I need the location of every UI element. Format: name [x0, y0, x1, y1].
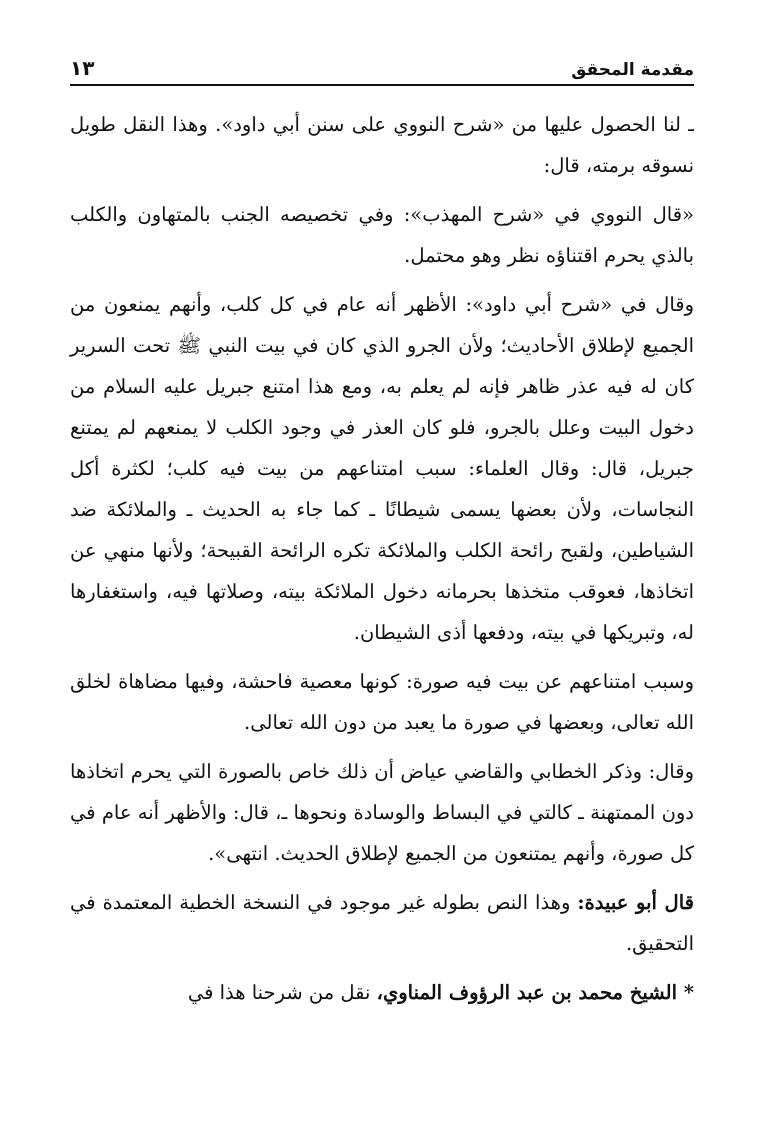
paragraph-text: وقال: وذكر الخطابي والقاضي عياض أن ذلك خاص بالصورة التي يحرم اتخاذها دون الممتهنة ـ كالتي في البساط والوسادة ونحوها ـ، قال: والأظهر أنه عام في كل صورة، وأنهم يمتنعون من الجميع لإطلاق الحديث. انتهى». — [70, 760, 694, 865]
page-body — [70, 104, 694, 1013]
paragraph — [70, 972, 694, 1013]
paragraph-text: وقال في «شرح أبي داود»: الأظهر أنه عام في كل كلب، وأنهم يمنعون من الجميع لإطلاق الأحاديث؛ ولأن الجرو الذي كان في بيت النبي ﷺ تحت السرير كان له فيه عذر ظاهر فإنه لم يعلم به، ومع هذا امتنع جبريل عليه السلام من دخول البيت وعلل بالجرو، فلو كان العذر في وجود الكلب لا يمنعهم لم يمتنع جبريل، قال: وقال العلماء: سبب امتناعهم من بيت فيه كلب؛ لكثرة أكل النجاسات، ولأن بعضها يسمى شيطانًا ـ كما جاء به الحديث ـ والملائكة ضد الشياطين، ولقبح رائحة الكلب والملائكة تكره الرائحة القبيحة؛ ولأنها منهي عن اتخاذها، فعوقب متخذها بحرمانه دخول الملائكة بيته، وصلاتها فيه، واستغفارها له، وتبريكها في بيته، ودفعها أذى الشيطان. — [70, 293, 694, 644]
paragraph — [70, 194, 694, 276]
paragraph — [70, 284, 694, 653]
paragraph — [70, 104, 694, 186]
paragraph-text: وسبب امتناعهم عن بيت فيه صورة: كونها معصية فاحشة، وفيها مضاهاة لخلق الله تعالى، وبعضها في صورة ما يعبد من دون الله تعالى. — [70, 670, 694, 734]
page-number: ١٣ — [70, 56, 95, 80]
page-header — [70, 50, 694, 86]
paragraph-lead: قال أبو عبيدة: — [577, 891, 694, 914]
paragraph-text: وهذا النص بطوله غير موجود في النسخة الخطية المعتمدة في التحقيق. — [70, 891, 694, 955]
paragraph — [70, 661, 694, 743]
paragraph-text: «قال النووي في «شرح المهذب»: وفي تخصيصه الجنب بالمتهاون والكلب بالذي يحرم اقتناؤه نظر وهو محتمل. — [70, 203, 694, 267]
paragraph — [70, 882, 694, 964]
paragraph — [70, 751, 694, 874]
book-page — [70, 50, 694, 1021]
paragraph-text: ـ لنا الحصول عليها من «شرح النووي على سنن أبي داود». وهذا النقل طويل نسوقه برمته، قال: — [70, 113, 694, 177]
paragraph-text: نقل من شرحنا هذا في — [187, 981, 377, 1004]
paragraph-lead: * الشيخ محمد بن عبد الرؤوف المناوي، — [376, 981, 694, 1004]
running-title: مقدمة المحقق — [571, 60, 694, 80]
